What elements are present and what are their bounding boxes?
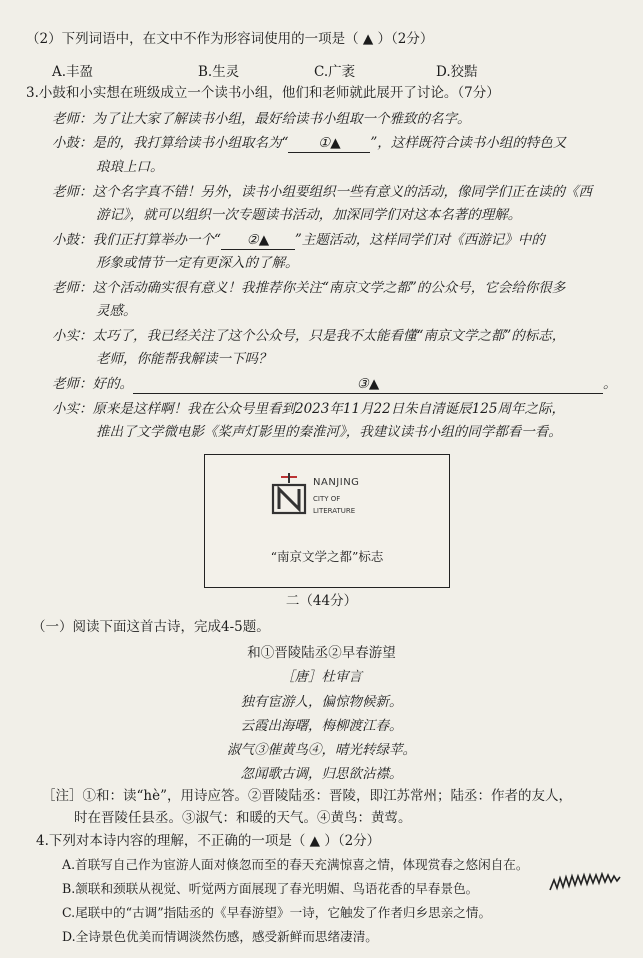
dialogue-line: 推出了文学微电影《桨声灯影里的秦淮河》，我建议读书小组的同学都看一看。 xyxy=(96,424,562,440)
q2-option-a: A.丰盈 xyxy=(52,64,94,80)
dialogue-line: 琅琅上口。 xyxy=(96,159,164,175)
q3-stem: 3.小鼓和小实想在班级成立一个读书小组，他们和老师就此展开了讨论。（7分） xyxy=(26,85,500,101)
dialogue-line: 形象或情节一定有更深入的了解。 xyxy=(96,255,299,271)
answer-blank-1[interactable]: ①▲ xyxy=(288,134,370,153)
logo-title: NANJING xyxy=(313,477,360,488)
dialogue-line: 灵感。 xyxy=(96,303,137,319)
nanjing-city-of-literature-logo-icon xyxy=(271,473,307,515)
poem-title: 和①晋陵陆丞②早春游望 xyxy=(247,645,396,661)
poem-notes: ［注］①和：读“hè”，用诗应答。②晋陵陆丞：晋陵，即江苏常州；陆丞：作者的友人， xyxy=(42,788,572,804)
q2-option-b: B.生灵 xyxy=(198,64,240,80)
q2-option-d: D.狡黠 xyxy=(436,64,478,80)
dialogue-line: 小实：原来是这样啊！我在公众号里看到2023年11月22日朱自清诞辰125周年之际， xyxy=(52,401,565,417)
dialogue-line: 小鼓：是的，我打算给读书小组取名为“ ①▲ ”，这样既符合读书小组的特色又 xyxy=(52,135,567,151)
dialogue-line: 游记》，就可以组织一次专题读书活动，加深同学们对这本名著的理解。 xyxy=(96,207,522,223)
dialogue-line: 小鼓：我们正打算举办一个“ ②▲ ”主题活动，这样同学们对《西游记》中的 xyxy=(52,232,545,248)
dialogue-line: 老师：好的。 ③▲ 。 xyxy=(52,376,617,392)
logo-wordmark xyxy=(313,477,359,517)
logo-caption: “南京文学之都”标志 xyxy=(270,549,384,564)
section-heading: 二（44分） xyxy=(285,593,358,609)
q4-option-b: B.颔联和颈联从视觉、听觉两方面展现了春光明媚、鸟语花香的早春景色。 xyxy=(62,881,479,896)
q2-option-c: C.广袤 xyxy=(314,64,356,80)
q4-stem: 4.下列对本诗内容的理解，不正确的一项是（ ▲ ）（2分） xyxy=(36,833,381,849)
poem-verse: 淑气③催黄鸟④，晴光转绿苹。 xyxy=(227,742,416,758)
q4-option-c: C.尾联中的“古调”指陆丞的《早春游望》一诗，它触发了作者归乡思亲之情。 xyxy=(62,905,492,920)
poem-author: ［唐］杜审言 xyxy=(281,669,362,685)
answer-blank-3[interactable]: ③▲ xyxy=(133,375,603,394)
poem-verse: 云霞出海曙，梅柳渡江春。 xyxy=(240,718,403,734)
dialogue-line: 老师：这个名字真不错！另外，读书小组要组织一些有意义的活动，像同学们正在读的《西 xyxy=(52,184,592,200)
dialogue-line: 老师：为了让大家了解读书小组，最好给读书小组取一个雅致的名字。 xyxy=(52,111,471,127)
dialogue-line: 老师：这个活动确实很有意义！我推荐你关注“南京文学之都”的公众号，它会给你很多 xyxy=(52,280,566,296)
answer-blank-2[interactable]: ②▲ xyxy=(221,231,295,250)
dialogue-line: 老师，你能帮我解读一下吗？ xyxy=(96,351,272,367)
q2-stem: （2）下列词语中，在文中不作为形容词使用的一项是（ ▲ ）（2分） xyxy=(26,31,434,47)
scribble-mark-icon xyxy=(548,872,624,894)
poem-verse: 忽闻歌古调，归思欲沾襟。 xyxy=(240,766,403,782)
q4-option-d: D.全诗景色优美而情调淡然伤感，感受新鲜而思绪凄清。 xyxy=(62,929,378,944)
section-intro: （一）阅读下面这首古诗，完成4-5题。 xyxy=(32,619,270,635)
nanjing-logo-figure xyxy=(204,454,450,588)
dialogue-line: 小实：太巧了，我已经关注了这个公众号，只是我不太能看懂“南京文学之都”的标志， xyxy=(52,328,566,344)
logo-subtitle-1: CITY OF xyxy=(313,495,341,503)
q4-option-a: A.首联写自己作为宦游人面对倏忽而至的春天充满惊喜之情，体现赏春之悠闲自在。 xyxy=(62,857,529,872)
poem-verse: 独有宦游人，偏惊物候新。 xyxy=(240,694,403,710)
poem-notes: 时在晋陵任县丞。③淑气：和暖的天气。④黄鸟：黄莺。 xyxy=(74,810,412,826)
logo-subtitle-2: LITERATURE xyxy=(313,507,356,515)
